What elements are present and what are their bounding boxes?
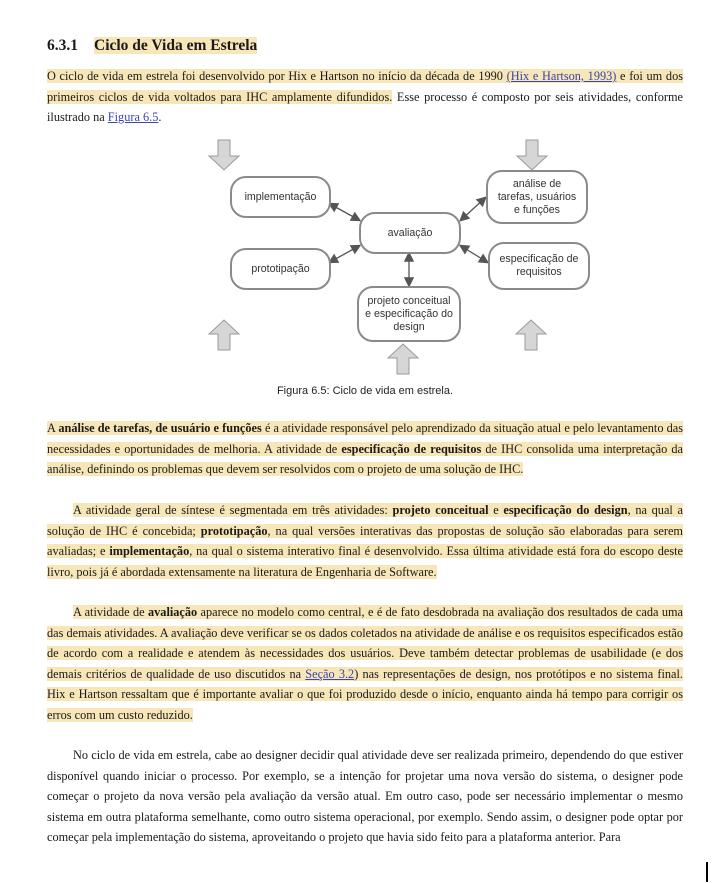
paragraph-synthesis: A atividade geral de síntese é segmentada em três atividades: projeto conceitual e especificação do design, na qual a solução de IHC é concebida; prototipação, na qual versões interativas das propostas de solução são elaboradas para serem avaliadas; e implementação, na qual o sistema interativo final é desenvolvido. Essa última atividade está fora do escopo deste livro, pois já é abordada extensamente na literatura de Engenharia de Software.	[47, 503, 683, 579]
input-arrow-implementation	[209, 140, 239, 170]
paragraph-analysis: A análise de tarefas, de usuário e funções é a atividade responsável pelo aprendizado da situação atual e pelo levantamento das necessidades e oportunidades de melhoria. A atividade de especificação de requisitos de IHC consolida uma interpretação da análise, definindo os problemas que devem ser resolvidos com o projeto de uma solução de IHC.	[47, 421, 684, 476]
figure-caption: Figura 6.5: Ciclo de vida em estrela.	[276, 385, 454, 397]
intro-paragraph: O ciclo de vida em estrela foi desenvolvido por Hix e Hartson no início da década de 1990 (Hix e Hartson, 1993) e foi um dos primeiros ciclos de vida voltados para IHC amplamente difundidos. Esse processo é composto por seis atividades, conforme ilustrado na Figura 6.5.	[47, 69, 684, 124]
node-implementation: implementação	[230, 176, 331, 218]
node-evaluation: avaliação	[359, 212, 461, 254]
input-arrow-prototyping	[209, 320, 239, 350]
node-prototyping: prototipação	[230, 248, 331, 290]
text-cursor	[706, 862, 708, 882]
node-requirements: especificação de requisitos	[488, 242, 590, 290]
section-title: Ciclo de Vida em Estrela	[94, 37, 258, 54]
connector-evaluation-analysis	[461, 198, 485, 220]
paragraph-star-cycle: No ciclo de vida em estrela, cabe ao designer decidir qual atividade deve ser realizada primeiro, dependendo do que estiver disponível quando iniciar o processo. Por exemplo, se a intenção for projetar uma nova versão do sistema, o designer pode começar o projeto da nova versão pela avaliação da versão atual. Em outro caso, pode ser necessário implementar o mesmo sistema em outra plataforma semelhante, como outro sistema operacional, por exemplo. Sendo assim, o designer pode optar por começar pela implementação do sistema, aproveitando o projeto que havia sido feito para a plataforma anterior. Para	[47, 748, 683, 844]
citation-link[interactable]: (Hix e Hartson, 1993)	[506, 69, 617, 83]
section-heading	[47, 37, 257, 55]
node-task-analysis: análise de tarefas, usuários e funções	[486, 170, 588, 224]
input-arrow-design	[388, 344, 418, 374]
paragraph-evaluation: A atividade de avaliação aparece no modelo como central, e é de fato desdobrada na avaliação dos resultados de cada uma das demais atividades. A avaliação deve verificar se os dados coletados na atividade de análise e os requisitos especificados estão de acordo com a realidade e atendem às necessidades dos usuários. Deve também detectar problemas de usabilidade (e dos demais critérios de qualidade de uso discutidos na Seção 3.2) nas representações de design, nos protótipos e no sistema final. Hix e Hartson ressaltam que é importante avaliar o que foi produzido desde o início, enquanto ainda há tempo para corrigir os erros com um custo reduzido.	[47, 605, 683, 722]
connector-evaluation-requirements	[461, 246, 487, 262]
section-number: 6.3.1	[47, 37, 78, 54]
input-arrow-requirements	[516, 320, 546, 350]
connector-evaluation-prototyping	[330, 246, 359, 262]
section-link[interactable]: Seção 3.2	[305, 666, 355, 681]
node-conceptual-design: projeto conceitual e especificação do design	[357, 286, 461, 342]
input-arrow-analysis	[517, 140, 547, 170]
figure-link[interactable]: Figura 6.5	[107, 110, 159, 124]
star-lifecycle-figure	[177, 138, 597, 378]
connector-evaluation-implementation	[330, 204, 359, 220]
